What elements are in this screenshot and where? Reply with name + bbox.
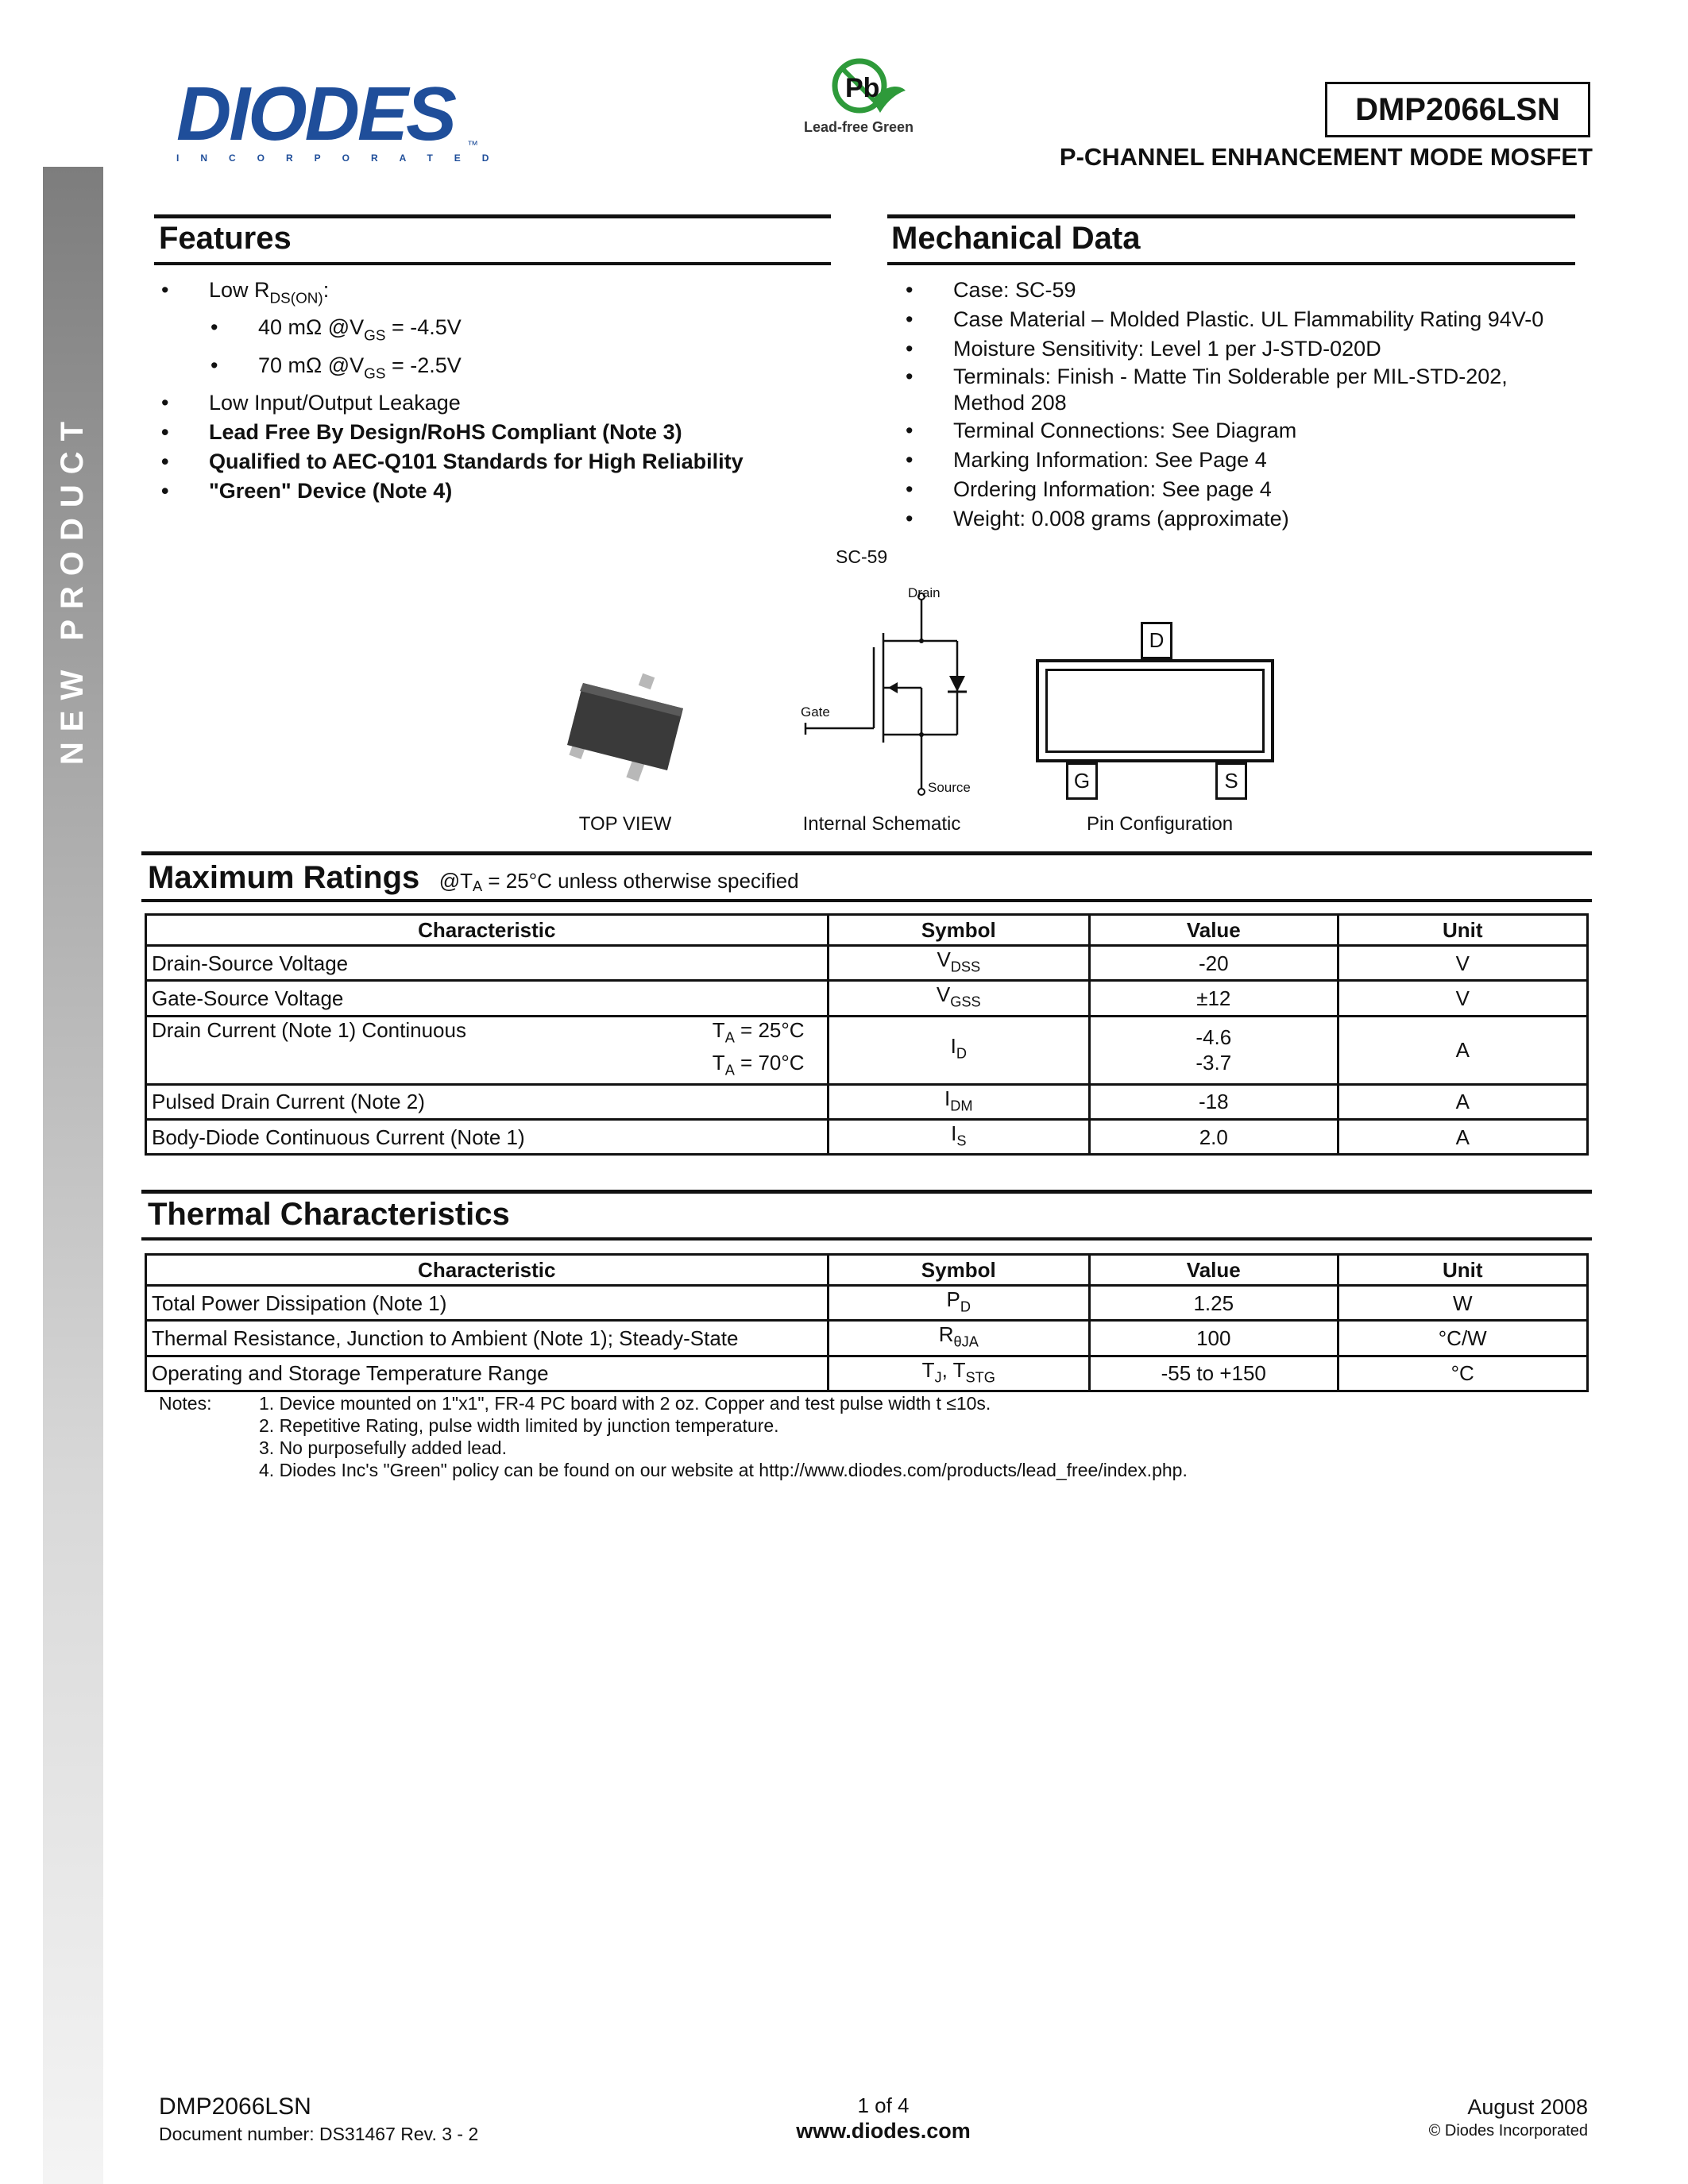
features-list <box>209 276 829 506</box>
diodes-logo: DIODES <box>176 71 455 156</box>
table-row <box>146 1356 1588 1391</box>
table-cell: A <box>1338 1119 1587 1154</box>
feature-item-bold: • Lead Free By Design/RoHS Compliant (Note 3) <box>209 418 829 447</box>
thermal-top-rule <box>141 1190 1592 1194</box>
table-header: Characteristic <box>146 915 829 946</box>
table-row <box>146 946 1588 981</box>
pin-config-body <box>1036 659 1274 762</box>
package-top-view-image <box>556 659 699 794</box>
table-cell: A <box>1338 1016 1587 1084</box>
max-ratings-table <box>145 913 1589 1156</box>
table-row <box>146 1286 1588 1321</box>
logo-tm: ™ <box>467 138 478 151</box>
schematic-gate-label: Gate <box>801 704 830 720</box>
mechanical-item: • Marking Information: See Page 4 <box>953 446 1581 475</box>
max-ratings-top-rule <box>141 851 1592 855</box>
schematic-source-label: Source <box>928 780 971 795</box>
thermal-bottom-rule <box>141 1237 1592 1241</box>
note-item: 3. No purposefully added lead. <box>259 1437 507 1458</box>
lead-free-green-badge <box>804 52 929 144</box>
logo-subtitle: INCORPORATED <box>176 152 511 164</box>
table-cell <box>146 1016 829 1084</box>
footer-date: August 2008 <box>1467 2095 1588 2119</box>
table-row <box>146 1119 1588 1154</box>
table-header-row <box>146 1255 1588 1286</box>
table-cell: 2.0 <box>1090 1119 1338 1154</box>
max-ratings-heading <box>148 860 799 896</box>
max-ratings-title: Maximum Ratings <box>148 860 420 895</box>
table-cell: -20 <box>1090 946 1338 981</box>
footer-copyright: © Diodes Incorporated <box>1428 2122 1588 2140</box>
pin-d: D <box>1141 622 1172 659</box>
note-item: 4. Diodes Inc's "Green" policy can be found on our website at http://www.diodes.com/products/lead_free/index.php. <box>259 1460 1188 1480</box>
table-cell: °C <box>1338 1356 1588 1391</box>
package-label: SC-59 <box>836 546 888 567</box>
table-cell: 1.25 <box>1090 1286 1338 1321</box>
table-row <box>146 1084 1588 1119</box>
feature-rds-sub-1: • 40 mΩ $@V_{GS} = -4.5V$ <box>258 313 829 350</box>
table-cell: -4.6 -3.7 <box>1090 1016 1338 1084</box>
mechanical-title: Mechanical Data <box>891 221 1141 256</box>
table-cell: Operating and Storage Temperature Range <box>146 1356 829 1391</box>
mechanical-item: • Weight: 0.008 grams (approximate) <box>953 504 1581 534</box>
table-cell: -18 <box>1090 1084 1338 1119</box>
internal-schematic-caption: Internal Schematic <box>802 813 961 835</box>
max-ratings-bottom-rule <box>141 899 1592 902</box>
table-cell: Thermal Resistance, Junction to Ambient (Note 1); Steady-State <box>146 1321 829 1356</box>
max-ratings-condition: $@T_A = 25^\circ C$ unless otherwise specified <box>438 869 799 895</box>
svg-text:Pb: Pb <box>845 73 880 103</box>
mechanical-item: • Ordering Information: See page 4 <box>953 475 1581 504</box>
table-cell: Pulsed Drain Current (Note 2) <box>146 1084 829 1119</box>
feature-item-bold: • Qualified to AEC-Q101 Standards for High Reliability <box>209 447 829 477</box>
thermal-table <box>145 1253 1589 1392</box>
table-header: Symbol <box>828 915 1090 946</box>
table-cell: °C/W <box>1338 1321 1588 1356</box>
table-cell: Body-Diode Continuous Current (Note 1) <box>146 1119 829 1154</box>
top-view-caption: TOP VIEW <box>578 813 672 835</box>
internal-schematic-diagram <box>794 584 985 806</box>
table-header: Unit <box>1338 915 1587 946</box>
feature-item: • Low Input/Output Leakage <box>209 388 829 418</box>
table-row <box>146 981 1588 1016</box>
table-cell: Drain-Source Voltage <box>146 946 829 981</box>
table-cell: W <box>1338 1286 1588 1321</box>
drain-current-conditions: $T_A = 25^\circ C$ $T_A = 70^\circ C$ <box>712 1017 805 1078</box>
note-item: 2. Repetitive Rating, pulse width limited by junction temperature. <box>259 1415 779 1436</box>
table-cell: $P_D$ <box>828 1286 1090 1321</box>
page-subtitle: P-CHANNEL ENHANCEMENT MODE MOSFET <box>1059 143 1593 171</box>
footer-part: DMP2066LSN <box>159 2093 311 2120</box>
mechanical-item: • Case Material – Molded Plastic. UL Flammability Rating 94V-0 <box>953 305 1581 334</box>
pin-s: S <box>1215 762 1247 800</box>
footer-page-number: 1 of 4 <box>857 2093 910 2117</box>
feature-item-bold: • "Green" Device (Note 4) <box>209 477 829 506</box>
footer-doc-number: Document number: DS31467 Rev. 3 - 2 <box>159 2124 479 2144</box>
pin-g: G <box>1066 762 1098 800</box>
table-header: Value <box>1090 915 1338 946</box>
mechanical-bottom-rule <box>887 262 1575 265</box>
table-cell: 100 <box>1090 1321 1338 1356</box>
mechanical-item: • Moisture Sensitivity: Level 1 per J-STD-020D <box>953 334 1581 364</box>
table-header: Symbol <box>828 1255 1090 1286</box>
table-row <box>146 1016 1588 1084</box>
schematic-drain-label: Drain <box>908 585 941 600</box>
mechanical-item: • Case: SC-59 <box>953 276 1581 305</box>
mechanical-list <box>953 276 1581 534</box>
table-cell: V <box>1338 946 1587 981</box>
mechanical-item: • Terminal Connections: See Diagram <box>953 416 1581 446</box>
table-cell: $R_{\theta JA}$ <box>828 1321 1090 1356</box>
note-item: 1. Device mounted on 1"x1", FR-4 PC board with 2 oz. Copper and test pulse width t ≤10s. <box>259 1393 991 1414</box>
table-cell: $I_D$ <box>828 1016 1090 1084</box>
table-cell: ±12 <box>1090 981 1338 1016</box>
table-cell: $T_J$, $T_{STG}$ <box>828 1356 1090 1391</box>
table-header: Value <box>1090 1255 1338 1286</box>
table-cell: $V_{DSS}$ <box>828 946 1090 981</box>
part-number-box: DMP2066LSN <box>1325 82 1590 137</box>
side-banner-text: NEW PRODUCT <box>55 411 91 765</box>
table-header-row <box>146 915 1588 946</box>
table-cell: $I_S$ <box>828 1119 1090 1154</box>
features-title: Features <box>159 221 292 256</box>
table-cell: A <box>1338 1084 1587 1119</box>
pin-config-caption: Pin Configuration <box>1086 813 1234 835</box>
notes-label: Notes: <box>159 1393 212 1414</box>
table-cell: V <box>1338 981 1587 1016</box>
features-bottom-rule <box>154 262 831 265</box>
table-cell: Total Power Dissipation (Note 1) <box>146 1286 829 1321</box>
thermal-title: Thermal Characteristics <box>148 1197 510 1232</box>
table-cell: Gate-Source Voltage <box>146 981 829 1016</box>
drain-current-label: Drain Current (Note 1) Continuous <box>152 1017 466 1042</box>
table-cell: -55 to +150 <box>1090 1356 1338 1391</box>
mechanical-item: • Terminals: Finish - Matte Tin Solderable per MIL-STD-202, Method 208 <box>953 364 1581 416</box>
table-row <box>146 1321 1588 1356</box>
lead-free-label: Lead-free Green <box>804 119 914 135</box>
notes-list <box>259 1392 1578 1481</box>
table-header: Characteristic <box>146 1255 829 1286</box>
table-cell: $I_{DM}$ <box>828 1084 1090 1119</box>
mechanical-top-rule <box>887 214 1575 218</box>
table-header: Unit <box>1338 1255 1588 1286</box>
feature-rds: • Low $R_{DS(ON)}$: <box>209 276 829 313</box>
table-cell: $V_{GSS}$ <box>828 981 1090 1016</box>
feature-rds-sub-2: • 70 mΩ $@V_{GS} = -2.5V$ <box>258 351 829 388</box>
features-top-rule <box>154 214 831 218</box>
footer-url-link[interactable]: www.diodes.com <box>796 2119 971 2143</box>
